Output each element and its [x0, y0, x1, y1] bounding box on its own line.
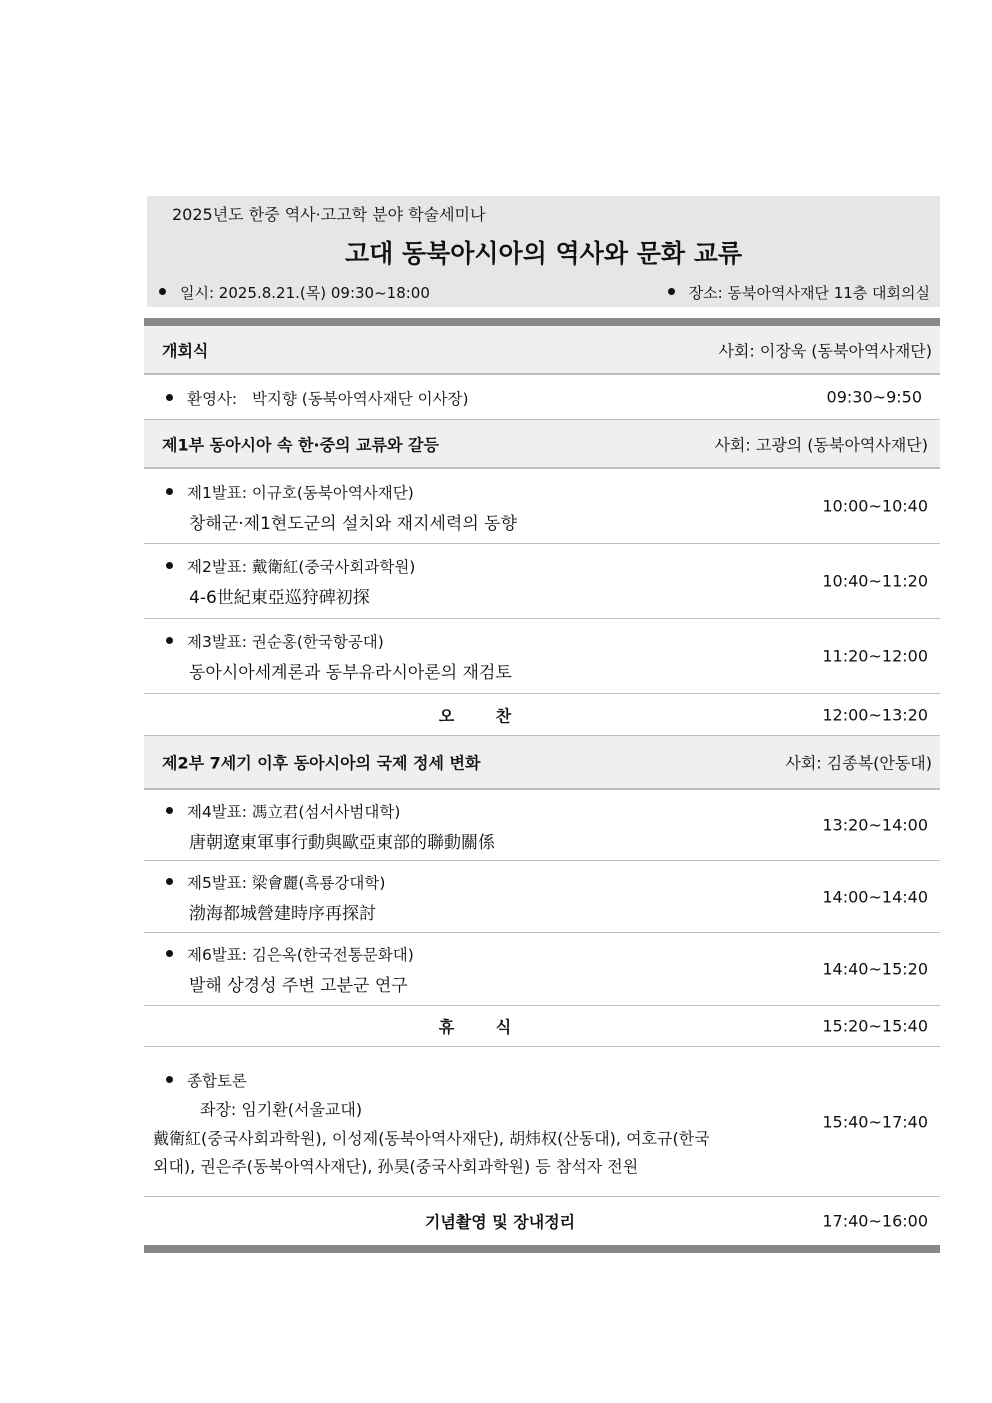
presentation-row [144, 861, 940, 933]
part2-section-header [144, 736, 940, 789]
bullet-icon [166, 562, 173, 569]
bullet-icon [166, 394, 173, 401]
section-title: 개회식 [162, 341, 209, 360]
presentation-row [144, 619, 940, 694]
time: 14:00~14:40 [822, 887, 928, 906]
speaker: 제6발표: 김은옥(한국전통문화대) [187, 946, 414, 964]
topic: 발해 상경성 주변 고분군 연구 [189, 976, 408, 996]
closing-row [144, 1197, 940, 1245]
header-box [147, 196, 940, 307]
section-moderator: 사회: 고광의 (동북아역사재단) [714, 435, 928, 454]
time: 13:20~14:00 [822, 815, 928, 835]
seminar-subtitle: 2025년도 한중 역사·고고학 분야 학술세미나 [172, 205, 486, 224]
bullet-icon [668, 288, 675, 295]
bullet-icon [166, 950, 173, 957]
presentation-row [144, 468, 940, 544]
discussion-chair: 좌장: 임기환(서울교대) [200, 1100, 363, 1119]
bullet-icon [166, 488, 173, 495]
section-moderator: 사회: 이장욱 (동북아역사재단) [718, 341, 932, 360]
topic: 唐朝遼東軍事行動與歐亞東部的聯動關係 [189, 833, 495, 853]
discussion-participants-line1: 戴衛紅(중국사회과학원), 이성제(동북아역사재단), 胡炜权(산동대), 여호규(한국 [153, 1129, 710, 1148]
event-date: 일시: 2025.8.21.(목) 09:30~18:00 [159, 282, 430, 303]
time: 09:30~9:50 [826, 387, 922, 407]
presentation-row [144, 933, 940, 1006]
time: 10:00~10:40 [822, 496, 928, 516]
speaker: 제1발표: 이규호(동북아역사재단) [187, 484, 414, 502]
discussion-participants-line2: 외대), 권은주(동북아역사재단), 孙昊(중국사회과학원) 등 참석자 전원 [153, 1157, 639, 1176]
bullet-icon [166, 878, 173, 885]
bullet-icon [159, 288, 166, 295]
presentation-row [144, 789, 940, 861]
lunch-row [144, 694, 940, 736]
break-label: 휴 식 [438, 1017, 530, 1037]
bullet-icon [166, 807, 173, 814]
time: 12:00~13:20 [822, 705, 928, 724]
topic: 渤海都城營建時序再探討 [189, 904, 376, 924]
time: 15:20~15:40 [822, 1016, 928, 1036]
speaker: 제4발표: 馮立君(섬서사범대학) [187, 803, 401, 821]
seminar-title: 고대 동북아시아의 역사와 문화 교류 [344, 239, 743, 268]
time: 14:40~15:20 [822, 959, 928, 979]
welcome-label: 환영사: [187, 390, 238, 408]
time: 11:20~12:00 [822, 646, 928, 666]
presentation-row [144, 544, 940, 619]
program-table [144, 318, 940, 1253]
section-title: 제2부 7세기 이후 동아시아의 국제 정세 변화 [162, 753, 481, 773]
welcome-row [144, 374, 940, 420]
break-row [144, 1006, 940, 1047]
speaker: 제5발표: 梁會麗(흑룡강대학) [187, 874, 386, 892]
opening-section-header [144, 326, 940, 374]
time: 15:40~17:40 [822, 1112, 928, 1131]
lunch-label: 오 찬 [438, 706, 530, 725]
top-rule [144, 318, 940, 326]
part1-section-header [144, 420, 940, 468]
time: 10:40~11:20 [822, 571, 928, 591]
section-title: 제1부 동아시아 속 한·중의 교류와 갈등 [162, 435, 439, 454]
bottom-rule [144, 1245, 940, 1253]
bullet-icon [166, 637, 173, 644]
bullet-icon [166, 1076, 173, 1083]
speaker: 제2발표: 戴衛紅(중국사회과학원) [187, 558, 416, 576]
section-moderator: 사회: 김종복(안동대) [785, 753, 932, 773]
event-venue: 장소: 동북아역사재단 11층 대회의실 [668, 282, 930, 303]
closing-label: 기념촬영 및 장내정리 [424, 1212, 576, 1232]
topic: 4-6世紀東亞巡狩碑初探 [189, 588, 370, 608]
topic: 창해군·제1현도군의 설치와 재지세력의 동향 [189, 514, 518, 534]
discussion-row [144, 1047, 940, 1197]
topic: 동아시아세계론과 동부유라시아론의 재검토 [189, 663, 512, 683]
welcome-speaker: 박지향 (동북아역사재단 이사장) [251, 390, 469, 408]
time: 17:40~16:00 [822, 1211, 928, 1231]
speaker: 제3발표: 권순홍(한국항공대) [187, 633, 384, 651]
discussion-title: 종합토론 [187, 1072, 247, 1090]
